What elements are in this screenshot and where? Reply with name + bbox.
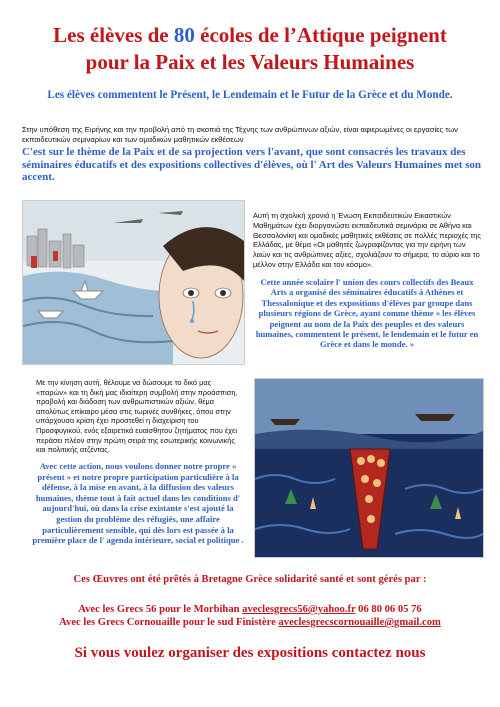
title-number: 80 [173,23,195,47]
call-to-action: Si vous voulez organiser des expositions contactez nous [74,645,426,661]
section2-french-text: Cette année scolaire l' union des cours collectifs des Beaux Arts a organisé des séminaires éducatifs à Athènes et Thessalonique et des expositions d'élèves par groupe dans plusieurs régions de Grèce, ayant comme thème « les élèves peignent au nom de la Paix des peuples et des valeurs humaines, commentent le présent, le lendemain et le futur en Grèce et dans le monde. » [255,277,479,350]
section2-greek-text: Αυτή τη σχολική χρονιά η Ένωση Εκπαιδευτικών Εικαστικών Μαθημάτων έχει διοργανώσει εκπαιδευτικά σεμινάρια σε Αθήνα και Θεσσαλονίκη και ομαδικές μαθητικές εκθέσεις σε πολλές περιοχές της Ελλάδας, με θέμα «Οι μαθητές ζωγραφίζοντας για την ειρήνη των λαών και τις ανθρώπινες αξίες, σχολιάζουν το σήμερα, το αύριο και το μέλλον στην Ελλάδα και τον κόσμο». [253,211,481,269]
contact-cornouaille-email-link[interactable]: aveclesgrecscornouaille@gmail.com [278,617,441,628]
contact-morbihan-label: Avec les Grecs 56 pour le Morbihan [78,604,243,615]
contact-morbihan [0,603,500,616]
loan-notice: Ces Œuvres ont été prêtés à Bretagne Grèce solidarité santé et sont gérés par : [73,574,427,585]
intro-greek-text: Στην υπόθεση της Ειρήνης και την προβολή από τη σκοπιά της Τέχνης των ανθρώπινων αξιών, είναι αφιερωμένες οι εργασίες των εκπαιδευτικών σεμιναρίων και των ομαδικών μαθητικών εκθέσεων [22,125,458,144]
section3-french-text: Avec cette action, nous voulons donner notre propre « présent » et notre propre participation particulière à la défense, à la mise en avant, à la diffusion des valeurs humaines, thème tout à fait actuel dans les conditions d' aujourd'hui, où dans la crise existante s'est ajouté la gestion du problème des réfugiés, une affaire particulièrement sensible, qui dès lors est passée à la première place de l' agenda intérieure, social et politique . [32,461,244,546]
subtitle: Les élèves commentent le Présent, le Lendemain et le Futur de la Grèce et du Monde. [47,89,453,101]
contact-cornouaille [0,616,500,629]
section3-greek-text: Με την κίνηση αυτή, θέλουμε να δώσουμε το δικό μας «παρών» και τη δική μας ιδιαίτερη συμβολή στην προάσπιση, προβολή και διάδοση των ανθρωπιστικών αξιών, θέμα απολύτως επίκαιρο μέσα στις τωρινές συνθήκες, όπου στην υπάρχουσα κρίση έχει προστεθεί η διαχείριση του Προσφυγικού, ενός εξαιρετικά ευαίσθητου ζητήματος που έχει περάσει πλέον στην πρώτη σειρά της εσωτερικής κοινωνικής και πολιτικής ατζέντας. [36,378,238,455]
title-part-b: écoles de l’Attique peignent [194,23,447,47]
title-line-2: pour la Paix et les Valeurs Humaines [85,50,415,74]
contact-morbihan-email-link[interactable]: aveclesgrecs56@yahoo.fr [242,604,356,615]
title-part-a: Les élèves de [53,23,174,47]
contact-morbihan-phone: 06 80 06 05 76 [355,604,422,615]
contact-cornouaille-label: Avec les Grecs Cornouaille pour le sud Finistère [59,617,279,628]
intro-french-text: C'est sur le thème de la Paix et de sa projection vers l'avant, que sont consacrés les travaux des séminaires éducatifs et des expositions collectives d'élèves, où l' Art des Valeurs Humaines met son accent. [22,146,482,183]
painting-refugee-boat [254,378,484,558]
page-title [0,22,500,76]
painting-child-crying [22,200,245,365]
